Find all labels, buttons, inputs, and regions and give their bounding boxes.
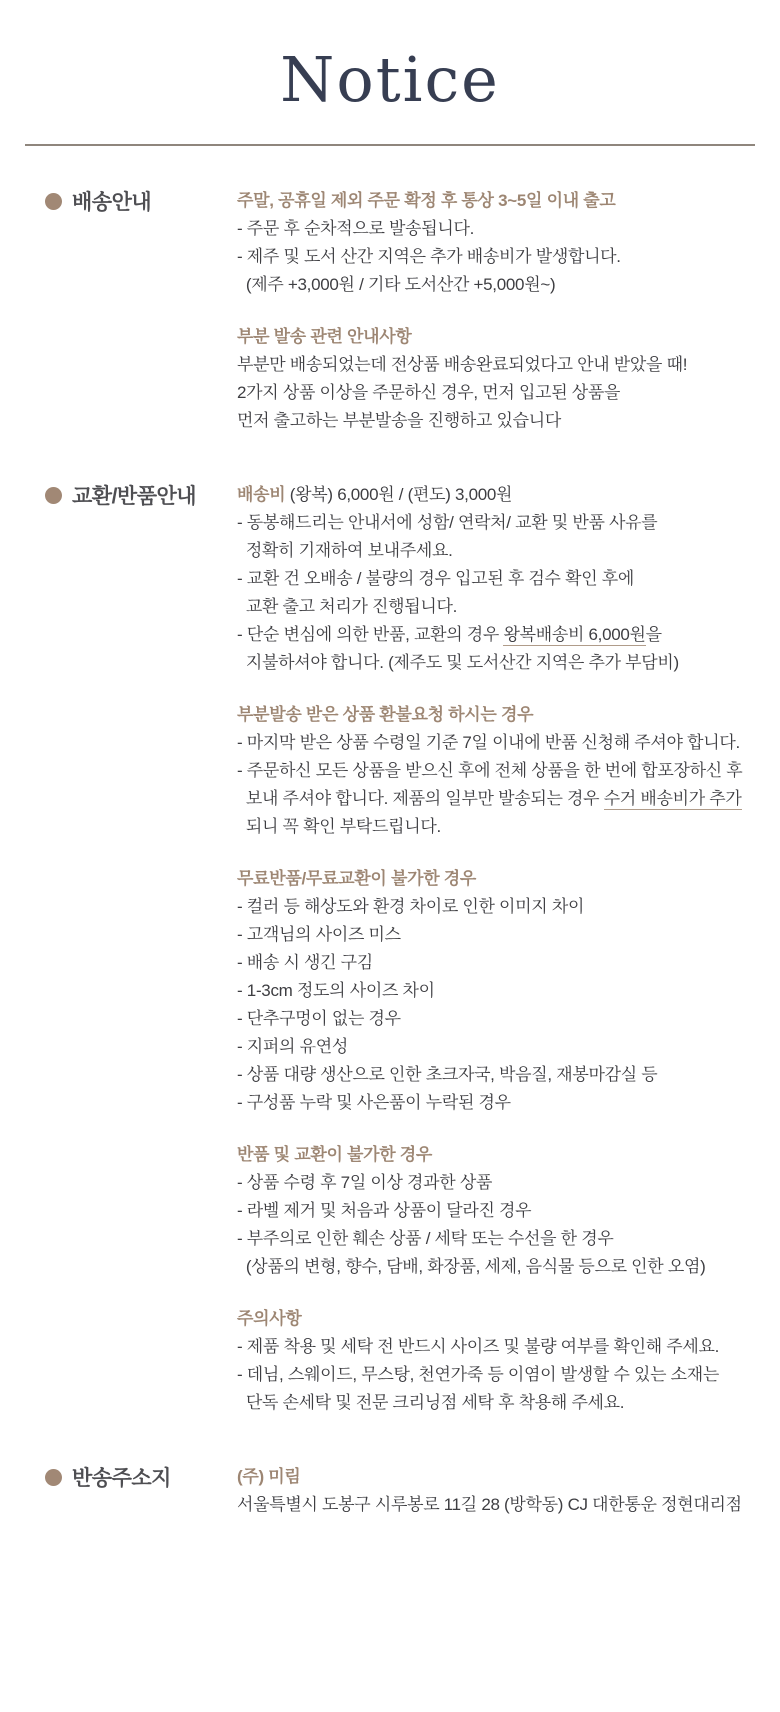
section-blocks	[237, 1462, 755, 1519]
text-line: - 라벨 제거 및 처음과 상품이 달라진 경우	[237, 1201, 532, 1221]
section-exchange-return-info	[45, 480, 755, 1417]
block-heading	[237, 1305, 755, 1333]
text-line: - 주문하신 모든 상품을 받으신 후에 전체 상품을 한 번에 합포장하신 후	[237, 761, 743, 781]
text-block	[237, 701, 755, 841]
block-heading-suffix: (왕복) 6,000원 / (편도) 3,000원	[285, 485, 513, 505]
section-shipping-info	[45, 186, 755, 435]
text-line: - 상품 수령 후 7일 이상 경과한 상품	[237, 1173, 493, 1193]
bullet-icon	[45, 487, 62, 504]
text-block	[237, 187, 755, 299]
block-heading-accent: 부분발송 받은 상품 환불요청 하시는 경우	[237, 705, 534, 725]
text-line: 교환 출고 처리가 진행됩니다.	[237, 597, 458, 617]
text-line: 2가지 상품 이상을 주문하신 경우, 먼저 입고된 상품을	[237, 383, 621, 403]
text-line: - 지퍼의 유연성	[237, 1037, 348, 1057]
section-title: 배송안내	[72, 191, 152, 215]
text-block	[237, 1463, 755, 1519]
text-line: - 부주의로 인한 훼손 상품 / 세탁 또는 수선을 한 경우	[237, 1229, 614, 1249]
text-block	[237, 323, 755, 435]
section-blocks	[237, 186, 755, 435]
text-line: - 단추구멍이 없는 경우	[237, 1009, 401, 1029]
text-line: - 배송 시 생긴 구김	[237, 953, 373, 973]
section-blocks	[237, 480, 755, 1417]
bullet-icon	[45, 1469, 62, 1486]
block-heading	[237, 323, 755, 351]
text-line: - 제주 및 도서 산간 지역은 추가 배송비가 발생합니다.	[237, 247, 621, 267]
block-heading-accent: 반품 및 교환이 불가한 경우	[237, 1145, 433, 1165]
bullet-icon	[45, 193, 62, 210]
section-header	[45, 1462, 237, 1492]
text-line: 먼저 출고하는 부분발송을 진행하고 있습니다	[237, 411, 562, 431]
block-heading	[237, 1141, 755, 1169]
section-title: 반송주소지	[72, 1467, 171, 1491]
underlined-text: 수거 배송비가 추가	[603, 789, 742, 809]
block-heading	[237, 865, 755, 893]
block-heading	[237, 481, 755, 509]
text-block	[237, 1141, 755, 1281]
text-line: (상품의 변형, 향수, 담배, 화장품, 세제, 음식물 등으로 인한 오염)	[237, 1257, 706, 1277]
underlined-text: 왕복배송비 6,000원	[503, 625, 646, 645]
section-return-address	[45, 1462, 755, 1519]
block-heading	[237, 701, 755, 729]
block-heading-accent: 배송비	[237, 485, 286, 505]
text-line: 지불하셔야 합니다. (제주도 및 도서산간 지역은 추가 부담비)	[237, 653, 679, 673]
text-line: - 마지막 받은 상품 수령일 기준 7일 이내에 반품 신청해 주셔야 합니다.	[237, 733, 740, 753]
text-line: 정확히 기재하여 보내주세요.	[237, 541, 453, 561]
notice-content	[0, 146, 780, 1519]
text-line: 부분만 배송되었는데 전상품 배송완료되었다고 안내 받았을 때!	[237, 355, 688, 375]
section-title: 교환/반품안내	[72, 485, 197, 509]
block-heading-accent: 무료반품/무료교환이 불가한 경우	[237, 869, 476, 889]
block-heading-accent: 주의사항	[237, 1309, 302, 1329]
text-line: - 데님, 스웨이드, 무스탕, 천연가죽 등 이염이 발생할 수 있는 소재는	[237, 1365, 720, 1385]
text-block	[237, 481, 755, 677]
text-line: - 동봉해드리는 안내서에 성함/ 연락처/ 교환 및 반품 사유를	[237, 513, 658, 533]
text-line: 단독 손세탁 및 전문 크리닝점 세탁 후 착용해 주세요.	[237, 1393, 625, 1413]
text-line: - 구성품 누락 및 사은품이 누락된 경우	[237, 1093, 511, 1113]
text-line: - 교환 건 오배송 / 불량의 경우 입고된 후 검수 확인 후에	[237, 569, 635, 589]
text-line: (제주 +3,000원 / 기타 도서산간 +5,000원~)	[237, 275, 556, 295]
text-line: 서울특별시 도봉구 시루봉로 11길 28 (방학동) CJ 대한통운 정현대리점	[237, 1495, 742, 1515]
text-line: 보내 주셔야 합니다. 제품의 일부만 발송되는 경우 수거 배송비가 추가	[237, 789, 742, 809]
text-line: - 상품 대량 생산으로 인한 초크자국, 박음질, 재봉마감실 등	[237, 1065, 658, 1085]
section-header	[45, 480, 237, 510]
block-heading-accent: (주) 미림	[237, 1467, 301, 1487]
page-title: Notice	[280, 43, 500, 116]
block-heading-accent: 부분 발송 관련 안내사항	[237, 327, 412, 347]
text-block	[237, 1305, 755, 1417]
text-line: - 제품 착용 및 세탁 전 반드시 사이즈 및 불량 여부를 확인해 주세요.	[237, 1337, 720, 1357]
text-block	[237, 865, 755, 1117]
text-line: - 컬러 등 해상도와 환경 차이로 인한 이미지 차이	[237, 897, 585, 917]
text-line: - 고객님의 사이즈 미스	[237, 925, 401, 945]
block-heading	[237, 187, 755, 215]
block-heading	[237, 1463, 755, 1491]
text-line: - 단순 변심에 의한 반품, 교환의 경우 왕복배송비 6,000원을	[237, 625, 662, 645]
text-line: - 1-3cm 정도의 사이즈 차이	[237, 981, 435, 1001]
section-header	[45, 186, 237, 216]
text-line: - 주문 후 순차적으로 발송됩니다.	[237, 219, 475, 239]
text-line: 되니 꼭 확인 부탁드립니다.	[237, 817, 441, 837]
block-heading-accent: 주말, 공휴일 제외 주문 확정 후 통상 3~5일 이내 출고	[237, 191, 616, 211]
